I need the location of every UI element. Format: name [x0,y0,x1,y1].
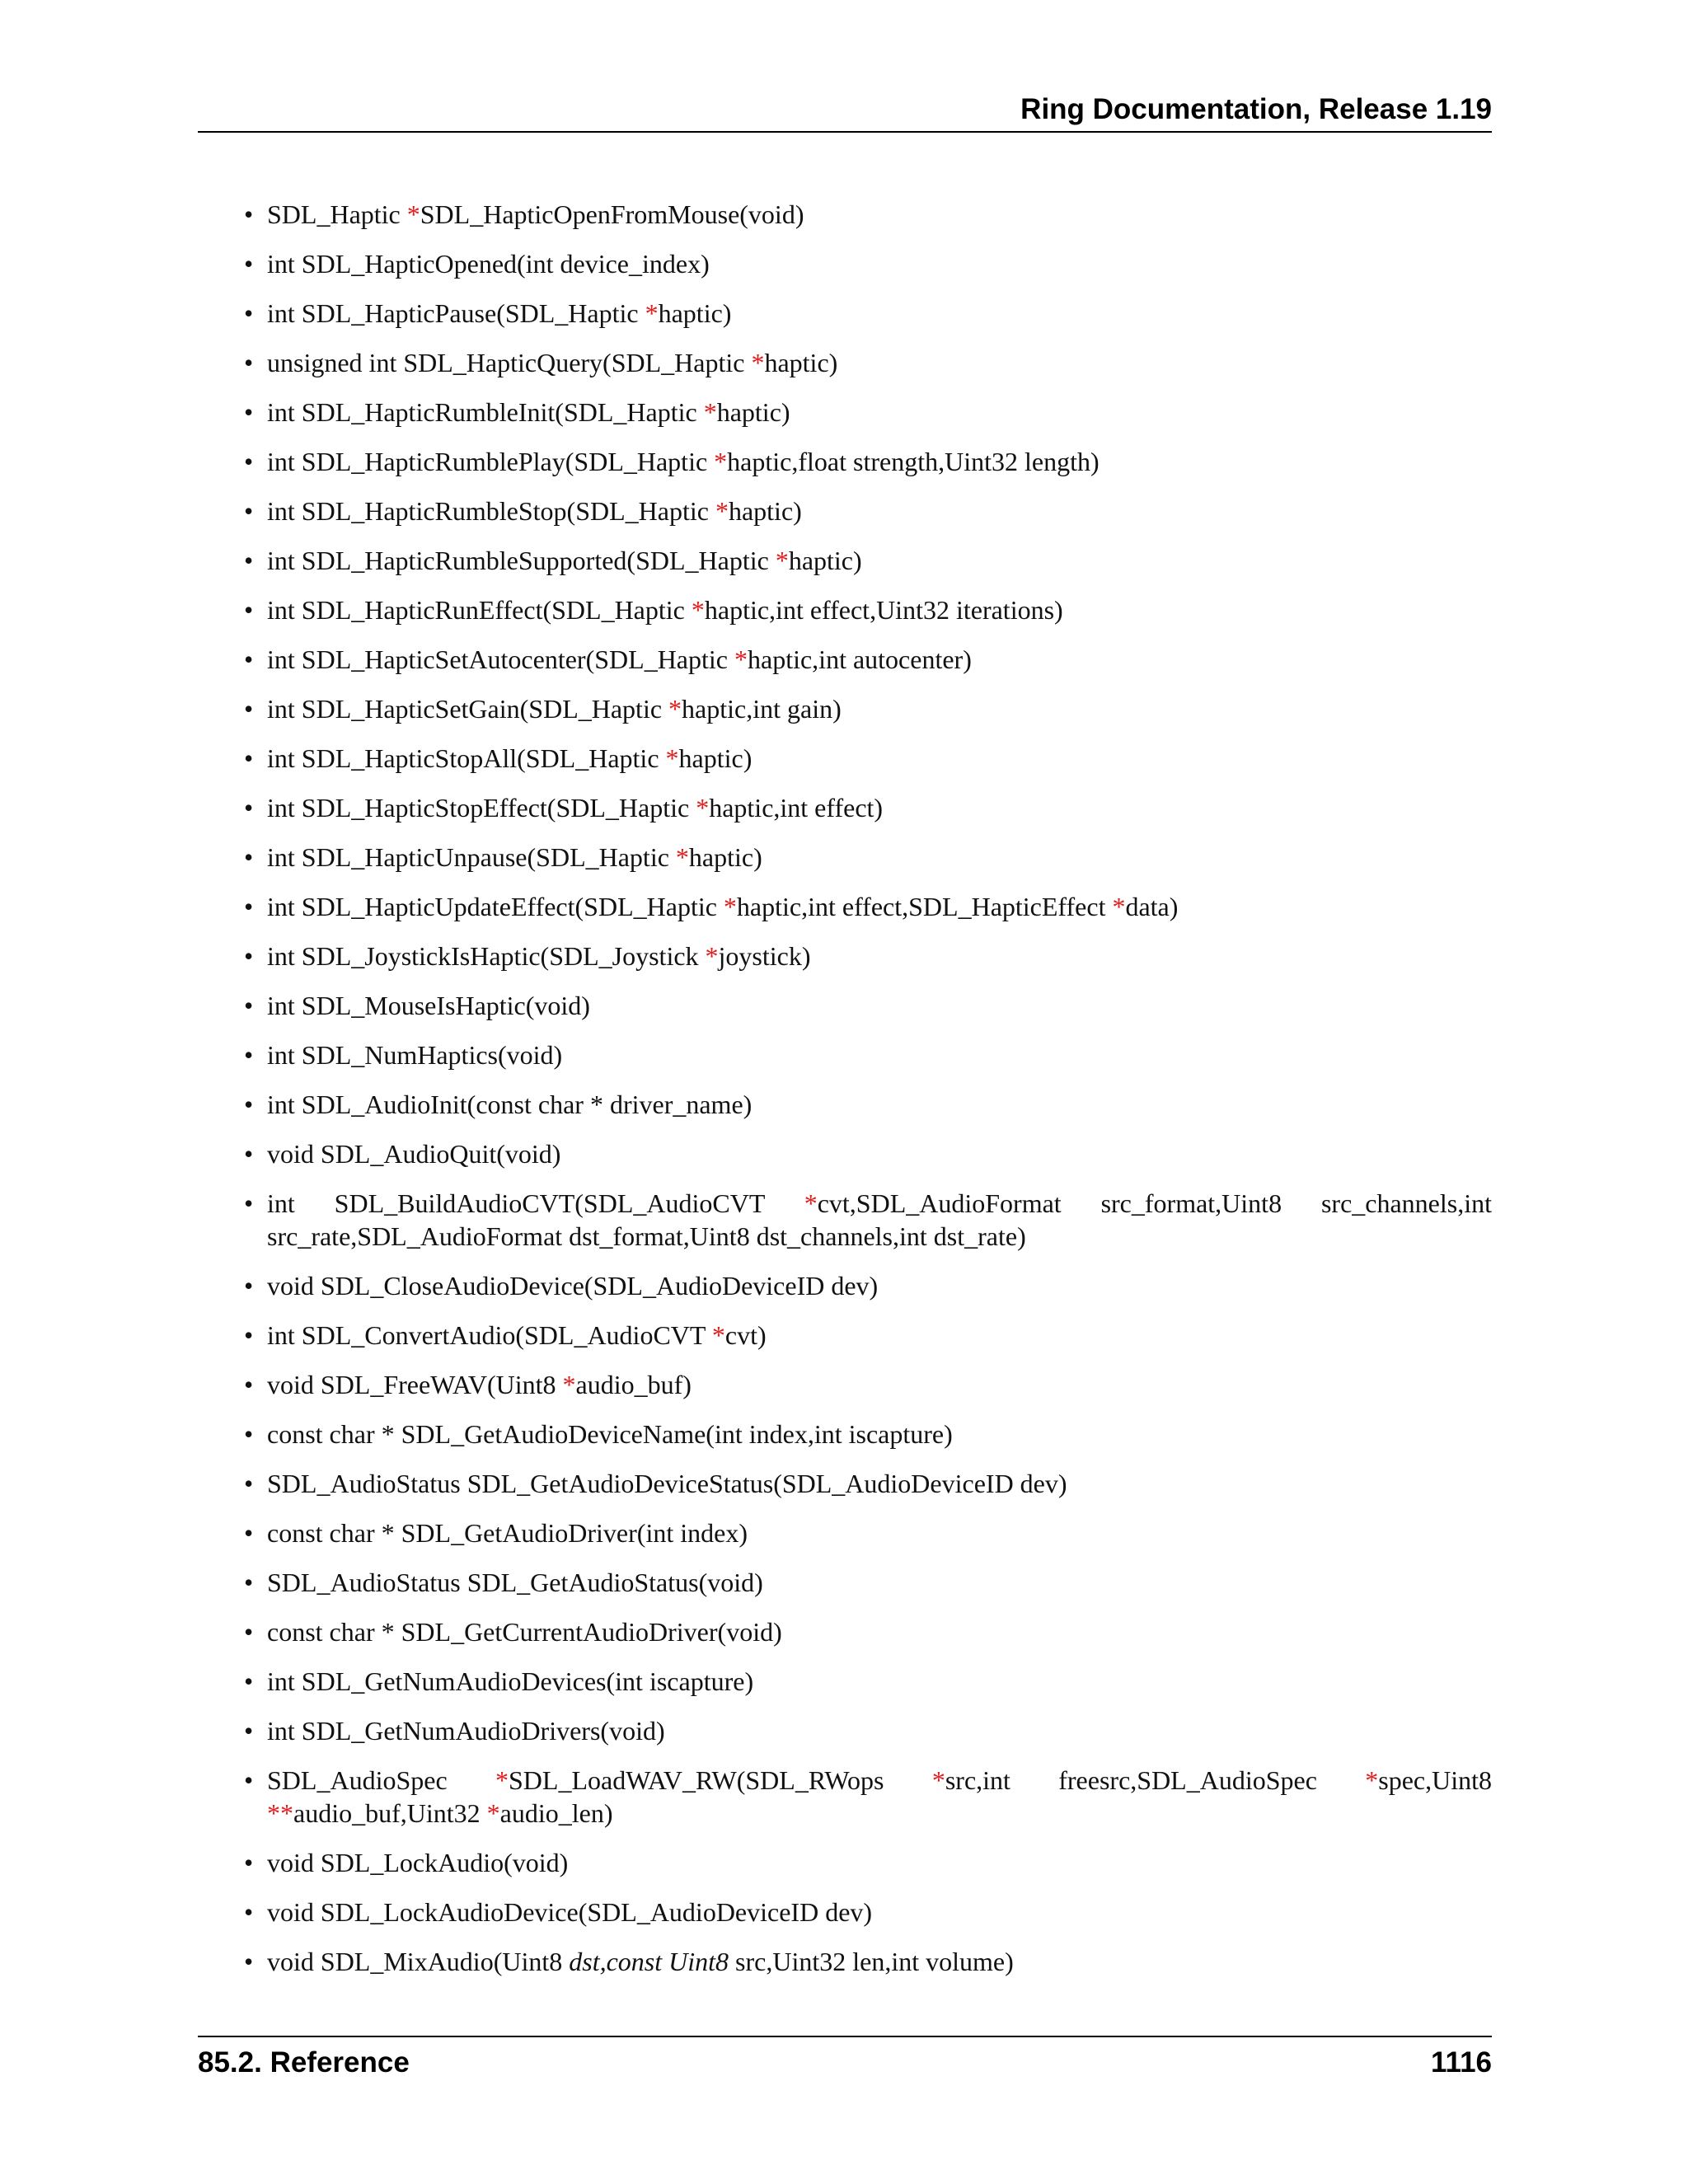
list-item [198,1038,1492,1071]
bullet-icon: • [244,1469,254,1498]
function-signature: int SDL_HapticRumbleSupported(SDL_Haptic *haptic) [267,546,862,575]
function-signature: int SDL_NumHaptics(void) [267,1040,563,1070]
bullet-icon: • [244,397,254,427]
function-signature: void SDL_MixAudio(Uint8 dst,const Uint8 src,Uint32 len,int volume) [267,1947,1014,1976]
pointer-marker: * [804,1188,818,1218]
function-signature: int SDL_HapticRumbleInit(SDL_Haptic *haptic) [267,397,790,427]
bullet-icon: • [244,694,254,724]
list-item [198,346,1492,379]
function-signature: int SDL_HapticRunEffect(SDL_Haptic *haptic,int effect,Uint32 iterations) [267,595,1063,625]
function-signature: void SDL_AudioQuit(void) [267,1139,561,1169]
function-list [198,198,1492,1994]
pointer-marker: * [1365,1765,1379,1795]
bullet-icon: • [244,1090,254,1119]
list-item [198,1137,1492,1170]
list-item [198,1187,1492,1253]
bullet-icon: • [244,842,254,872]
pointer-marker: * [705,941,719,971]
function-signature: int SDL_GetNumAudioDevices(int iscapture) [267,1666,754,1696]
function-signature: void SDL_LockAudioDevice(SDL_AudioDeviceID dev) [267,1897,873,1927]
function-signature: int SDL_HapticUpdateEffect(SDL_Haptic *haptic,int effect,SDL_HapticEffect *data) [267,892,1179,921]
pointer-marker: * [734,644,748,674]
function-signature: int SDL_HapticRumbleStop(SDL_Haptic *haptic) [267,496,802,526]
pointer-marker: * [715,496,729,526]
list-item [198,396,1492,429]
bullet-icon: • [244,595,254,625]
bullet-icon: • [244,1370,254,1399]
list-item [198,791,1492,824]
list-item [198,247,1492,280]
pointer-marker: * [562,1370,576,1399]
function-signature: int SDL_ConvertAudio(SDL_AudioCVT *cvt) [267,1320,767,1350]
bullet-icon: • [244,1040,254,1070]
list-item [198,593,1492,626]
function-signature: int SDL_HapticStopAll(SDL_Haptic *haptic) [267,743,753,773]
bullet-icon: • [244,447,254,476]
pointer-marker: * [691,595,705,625]
list-item [198,1665,1492,1698]
function-signature: int SDL_HapticUnpause(SDL_Haptic *haptic) [267,842,762,872]
footer-section-title: 85.2. Reference [198,2046,410,2079]
bullet-icon: • [244,1716,254,1746]
function-signature: int SDL_HapticStopEffect(SDL_Haptic *haptic,int effect) [267,793,884,823]
bullet-icon: • [244,1897,254,1927]
bullet-icon: • [244,1271,254,1301]
bullet-icon: • [244,1666,254,1696]
list-item [198,198,1492,231]
bullet-icon: • [244,793,254,823]
function-signature: int SDL_HapticOpened(int device_index) [267,249,710,279]
list-item [198,1896,1492,1929]
list-item [198,989,1492,1022]
list-item [198,1714,1492,1747]
list-item [198,692,1492,725]
list-item [198,643,1492,676]
bullet-icon: • [244,644,254,674]
list-item [198,1269,1492,1302]
bullet-icon: • [244,348,254,377]
list-item [198,1418,1492,1451]
emphasis-text: dst,const Uint8 [569,1947,729,1976]
bullet-icon: • [244,1848,254,1877]
bullet-icon: • [244,1188,254,1218]
function-signature: SDL_Haptic *SDL_HapticOpenFromMouse(void) [267,199,804,229]
list-item [198,1566,1492,1599]
list-item [198,297,1492,330]
function-signature: const char * SDL_GetAudioDeviceName(int index,int iscapture) [267,1419,953,1449]
pointer-marker: * [665,743,679,773]
pointer-marker: * [714,447,728,476]
pointer-marker: * [486,1798,500,1828]
bullet-icon: • [244,1320,254,1350]
bullet-icon: • [244,199,254,229]
pointer-marker: * [775,546,789,575]
bullet-icon: • [244,892,254,921]
pointer-marker: * [495,1765,509,1795]
bullet-icon: • [244,546,254,575]
function-signature: SDL_AudioStatus SDL_GetAudioDeviceStatus(SDL_AudioDeviceID dev) [267,1469,1067,1498]
function-signature: void SDL_LockAudio(void) [267,1848,569,1877]
page-number: 1116 [1431,2046,1492,2079]
function-signature: SDL_AudioSpec *SDL_LoadWAV_RW(SDL_RWops *src,int freesrc,SDL_AudioSpec *spec,Uint8 **audio_buf,Uint32 *audio_len) [267,1765,1493,1828]
bullet-icon: • [244,1139,254,1169]
pointer-marker: * [931,1765,945,1795]
list-item [198,1764,1492,1830]
function-signature: SDL_AudioStatus SDL_GetAudioStatus(void) [267,1568,763,1597]
list-item [198,1615,1492,1648]
pointer-marker: * [703,397,717,427]
function-signature: unsigned int SDL_HapticQuery(SDL_Haptic *haptic) [267,348,838,377]
function-signature: int SDL_HapticPause(SDL_Haptic *haptic) [267,298,732,328]
list-item [198,1945,1492,1978]
function-signature: const char * SDL_GetCurrentAudioDriver(void) [267,1617,782,1647]
function-signature: void SDL_FreeWAV(Uint8 *audio_buf) [267,1370,692,1399]
function-signature: int SDL_HapticSetGain(SDL_Haptic *haptic,int gain) [267,694,842,724]
list-item [198,841,1492,874]
list-item [198,494,1492,527]
list-item [198,1368,1492,1401]
list-item [198,940,1492,972]
pointer-marker: * [668,694,682,724]
pointer-marker: * [696,793,710,823]
function-signature: int SDL_BuildAudioCVT(SDL_AudioCVT *cvt,SDL_AudioFormat src_format,Uint8 src_channels,int src_rate,SDL_AudioFormat dst_format,Uint8 dst_channels,int dst_rate) [267,1188,1493,1251]
bullet-icon: • [244,941,254,971]
function-signature: int SDL_MouseIsHaptic(void) [267,991,590,1020]
bullet-icon: • [244,1765,254,1795]
list-item [198,1319,1492,1352]
bullet-icon: • [244,1568,254,1597]
pointer-marker: * [751,348,765,377]
function-signature: int SDL_HapticSetAutocenter(SDL_Haptic *haptic,int autocenter) [267,644,972,674]
pointer-marker: ** [267,1798,293,1828]
list-item [198,1846,1492,1879]
function-signature: const char * SDL_GetAudioDriver(int index) [267,1518,748,1548]
function-signature: int SDL_AudioInit(const char * driver_name) [267,1090,753,1119]
list-item [198,742,1492,775]
bullet-icon: • [244,1617,254,1647]
list-item [198,544,1492,577]
pointer-marker: * [406,199,420,229]
footer-rule [198,2036,1492,2037]
list-item [198,890,1492,923]
running-header-title: Ring Documentation, Release 1.19 [1020,93,1492,125]
bullet-icon: • [244,298,254,328]
bullet-icon: • [244,249,254,279]
list-item [198,1088,1492,1121]
function-signature: int SDL_GetNumAudioDrivers(void) [267,1716,665,1746]
header-rule [198,131,1492,133]
list-item [198,445,1492,478]
bullet-icon: • [244,496,254,526]
bullet-icon: • [244,1947,254,1976]
pointer-marker: * [723,892,737,921]
bullet-icon: • [244,991,254,1020]
list-item [198,1516,1492,1549]
pointer-marker: * [675,842,689,872]
bullet-icon: • [244,1419,254,1449]
function-signature: int SDL_JoystickIsHaptic(SDL_Joystick *joystick) [267,941,811,971]
pointer-marker: * [1112,892,1126,921]
function-signature: int SDL_HapticRumblePlay(SDL_Haptic *haptic,float strength,Uint32 length) [267,447,1100,476]
bullet-icon: • [244,1518,254,1548]
pointer-marker: * [645,298,659,328]
list-item [198,1467,1492,1500]
pointer-marker: * [711,1320,725,1350]
function-signature: void SDL_CloseAudioDevice(SDL_AudioDeviceID dev) [267,1271,879,1301]
bullet-icon: • [244,743,254,773]
